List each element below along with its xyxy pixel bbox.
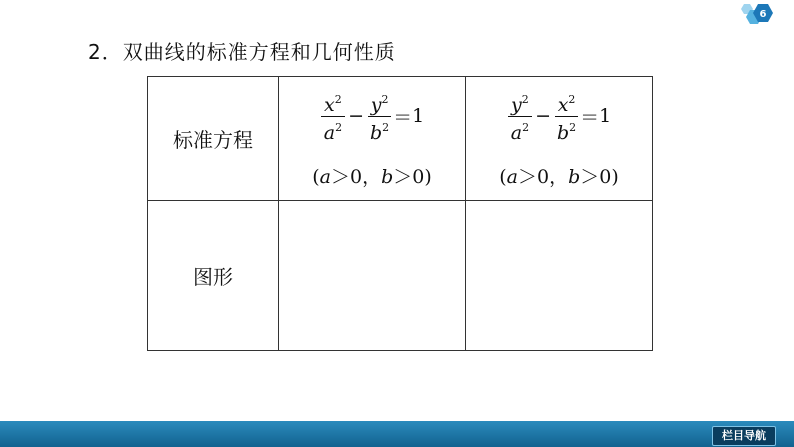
hyperbola-properties-table <box>147 76 653 351</box>
graph-cell-y-axis <box>466 201 653 351</box>
formula-cell-y-axis <box>466 77 653 201</box>
rhs-value: 1 <box>412 105 425 127</box>
rhs-value: 1 <box>599 105 612 127</box>
table-row <box>148 77 653 201</box>
graph-cell-x-axis <box>279 201 466 351</box>
bottom-nav-bar <box>0 421 794 447</box>
minus-sign: − <box>535 105 551 127</box>
condition-y-axis: (a＞0，b＞0) <box>499 165 619 188</box>
minus-sign: − <box>348 105 364 127</box>
equation-x-axis <box>320 89 425 144</box>
row-label-graph: 图形 <box>148 201 279 351</box>
fraction-y2-a2: $\frac{y^2}{a^2}$ <box>508 89 532 144</box>
section-nav-button[interactable]: 栏目导航 <box>712 426 776 446</box>
page-title: 2．双曲线的标准方程和几何性质 <box>88 40 396 64</box>
fraction-y2-b2: $\frac{y^2}{b^2}$ <box>367 89 392 144</box>
table-row <box>148 201 653 351</box>
fraction-x2-a2: $\frac{x^2}{a^2}$ <box>321 89 345 144</box>
equation-y-axis <box>507 89 612 144</box>
row-label-standard-equation: 标准方程 <box>148 77 279 201</box>
equals-sign: ＝ <box>393 106 413 129</box>
condition-x-axis: (a＞0，b＞0) <box>312 165 432 188</box>
formula-cell-x-axis <box>279 77 466 201</box>
equals-sign: ＝ <box>580 106 600 129</box>
page-number: 6 <box>759 9 767 20</box>
fraction-x2-b2: $\frac{x^2}{b^2}$ <box>554 89 579 144</box>
page-number-badge <box>736 0 782 30</box>
